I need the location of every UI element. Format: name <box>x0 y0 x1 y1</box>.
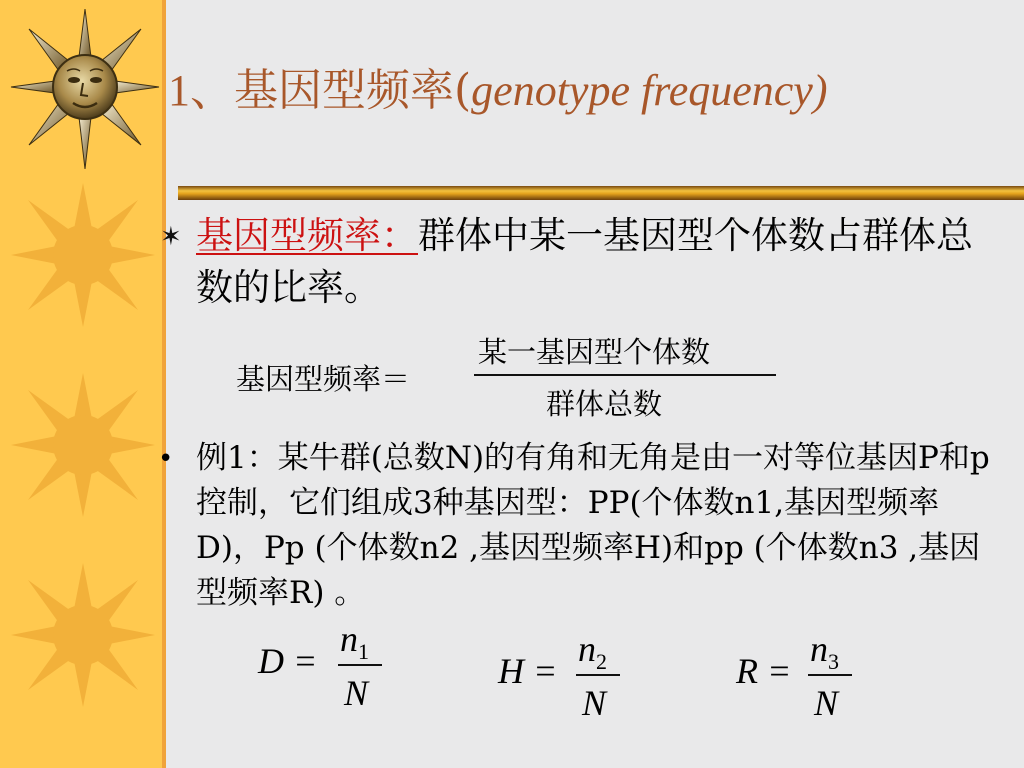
formula-numerator: 某一基因型个体数 <box>478 335 711 369</box>
sun-decoration-icon <box>8 370 158 520</box>
sidebar <box>0 0 164 768</box>
title-chinese: 、基因型频率( <box>190 65 472 116</box>
equation-r-denominator: N <box>814 683 839 723</box>
equation-h-bar <box>576 674 620 676</box>
sun-face-icon <box>10 5 160 175</box>
formula-lhs: 基因型频率＝ <box>236 362 411 396</box>
equation-d <box>258 619 398 722</box>
title-number: 1 <box>168 66 190 115</box>
round-bullet-icon: • <box>158 444 174 474</box>
genotype-frequency-formula <box>236 330 796 425</box>
definition-paragraph <box>196 210 996 314</box>
sidebar-edge <box>162 0 166 768</box>
equation-h-lhs: H = <box>498 651 558 691</box>
equation-h-denominator: N <box>582 683 607 723</box>
equation-h <box>498 629 638 732</box>
equation-r-bar <box>808 674 852 676</box>
equation-d-bar <box>338 664 382 666</box>
equation-d-denominator: N <box>344 673 369 713</box>
fraction-bar <box>474 374 776 376</box>
sun-decoration-icon <box>8 560 158 710</box>
equation-r <box>736 629 876 732</box>
title-divider <box>178 182 1024 204</box>
definition-term: 基因型频率： <box>196 214 418 257</box>
equation-h-numerator: $n_2$ <box>578 629 607 675</box>
equation-r-lhs: R = <box>736 651 792 691</box>
equation-d-lhs: D = <box>258 641 318 681</box>
title-english: genotype frequency <box>471 66 813 115</box>
equation-d-numerator: $n_1$ <box>340 619 369 665</box>
title-close: ) <box>812 66 828 115</box>
star-bullet-icon: ✶ <box>160 222 182 252</box>
definition-text: 群体中某一基因型个体数占群体总数的比率。 <box>196 214 973 309</box>
sun-decoration-icon <box>8 180 158 330</box>
formula-denominator: 群体总数 <box>546 387 663 421</box>
example-paragraph: 例1：某牛群(总数N)的有角和无角是由一对等位基因P和p控制，它们组成3种基因型：PP(个体数n1,基因型频率D)，Pp (个体数n2 ,基因型频率H)和pp (个体数n3 ,基因型频率R) 。 <box>196 440 990 611</box>
page-title <box>168 54 827 118</box>
equation-r-numerator: $n_3$ <box>810 629 839 675</box>
